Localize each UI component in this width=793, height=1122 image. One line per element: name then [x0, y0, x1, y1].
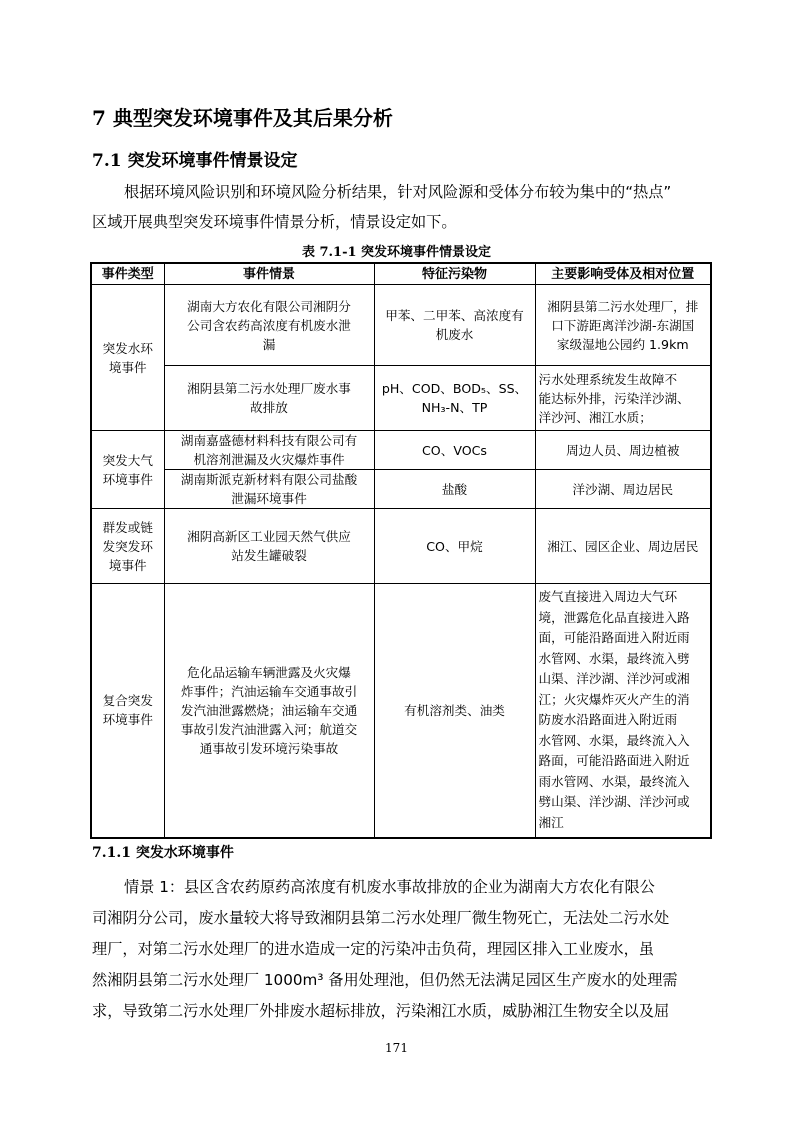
scenario-cell: 湖南大方农化有限公司湘阴分 公司含农药高浓度有机废水泄 漏	[164, 285, 374, 366]
pollutant-cell: CO、甲烷	[374, 509, 535, 584]
column-header: 事件情景	[164, 263, 374, 285]
table-row	[91, 584, 711, 838]
table-row	[91, 366, 711, 431]
table-row	[91, 285, 711, 366]
subsection-heading: 7.1.1 突发水环境事件	[92, 845, 234, 861]
scenario-table	[90, 262, 712, 839]
event-type-cell: 突发大气 环境事件	[91, 431, 164, 509]
intro-line: 根据环境风险识别和环境风险分析结果，针对风险源和受体分布较为集中的“热点”	[124, 183, 672, 201]
chapter-heading: 7 典型突发环境事件及其后果分析	[92, 106, 393, 130]
scenario-cell: 湖南嘉盛德材料科技有限公司有 机溶剂泄漏及火灾爆炸事件	[164, 431, 374, 470]
pollutant-cell: CO、VOCs	[374, 431, 535, 470]
table-row	[91, 431, 711, 470]
table-header-row	[91, 263, 711, 285]
scenario-cell: 湖南斯派克新材料有限公司盐酸 泄漏环境事件	[164, 470, 374, 509]
table-row	[91, 509, 711, 584]
pollutant-cell: 盐酸	[374, 470, 535, 509]
page-number: 171	[385, 1041, 408, 1055]
receptor-cell: 废气直接进入周边大气环 境，泄露危化品直接进入路 面，可能沿路面进入附近雨 水管网、水渠，最终流入劈 山渠、洋沙湖、洋沙河或湘 江；火灾爆炸灭火产生的消 防废水沿路面进入附近雨 水管网、水渠，最终流入入 路面，可能沿路面进入附近 雨水管网、水渠，最终流入 劈山渠、洋沙湖、洋沙河或 湘江	[535, 584, 711, 838]
column-header: 主要影响受体及相对位置	[535, 263, 711, 285]
paragraph-line: 理厂，对第二污水处理厂的进水造成一定的污染冲击负荷，理园区排入工业废水，虽	[92, 940, 654, 958]
event-type-cell: 群发或链 发突发环 境事件	[91, 509, 164, 584]
intro-line: 区域开展典型突发环境事件情景分析，情景设定如下。	[92, 213, 457, 231]
pollutant-cell: pH、COD、BOD₅、SS、 NH₃-N、TP	[374, 366, 535, 431]
scenario-cell: 湘阴县第二污水处理厂废水事 故排放	[164, 366, 374, 431]
receptor-cell: 湘江、园区企业、周边居民	[535, 509, 711, 584]
paragraph-line: 司湘阴分公司，废水量较大将导致湘阴县第二污水处理厂微生物死亡，无法处二污水处	[92, 909, 670, 927]
event-type-cell: 复合突发 环境事件	[91, 584, 164, 838]
receptor-cell: 周边人员、周边植被	[535, 431, 711, 470]
event-type-cell: 突发水环 境事件	[91, 285, 164, 431]
paragraph-line: 然湘阴县第二污水处理厂 1000m³ 备用处理池，但仍然无法满足园区生产废水的处理需	[92, 971, 678, 989]
receptor-cell: 湘阴县第二污水处理厂，排 口下游距离洋沙湖-东湖国 家级湿地公园约 1.9km	[535, 285, 711, 366]
column-header: 事件类型	[91, 263, 164, 285]
column-header: 特征污染物	[374, 263, 535, 285]
section-heading: 7.1 突发环境事件情景设定	[92, 151, 298, 171]
receptor-cell: 污水处理系统发生故障不 能达标外排，污染洋沙湖、 洋沙河、湘江水质；	[535, 366, 711, 431]
paragraph-line: 求，导致第二污水处理厂外排废水超标排放，污染湘江水质，威胁湘江生物安全以及屈	[92, 1002, 670, 1020]
scenario-cell: 湘阴高新区工业园天然气供应 站发生罐破裂	[164, 509, 374, 584]
pollutant-cell: 有机溶剂类、油类	[374, 584, 535, 838]
table-row	[91, 470, 711, 509]
paragraph-line: 情景 1：县区含农药原药高浓度有机废水事故排放的企业为湖南大方农化有限公	[124, 878, 655, 896]
table-caption: 表 7.1-1 突发环境事件情景设定	[301, 245, 492, 260]
receptor-cell: 洋沙湖、周边居民	[535, 470, 711, 509]
scenario-cell: 危化品运输车辆泄露及火灾爆 炸事件；汽油运输车交通事故引 发汽油泄露燃烧；油运输车交通 事故引发汽油泄露入河；航道交 通事故引发环境污染事故	[164, 584, 374, 838]
pollutant-cell: 甲苯、二甲苯、高浓度有 机废水	[374, 285, 535, 366]
